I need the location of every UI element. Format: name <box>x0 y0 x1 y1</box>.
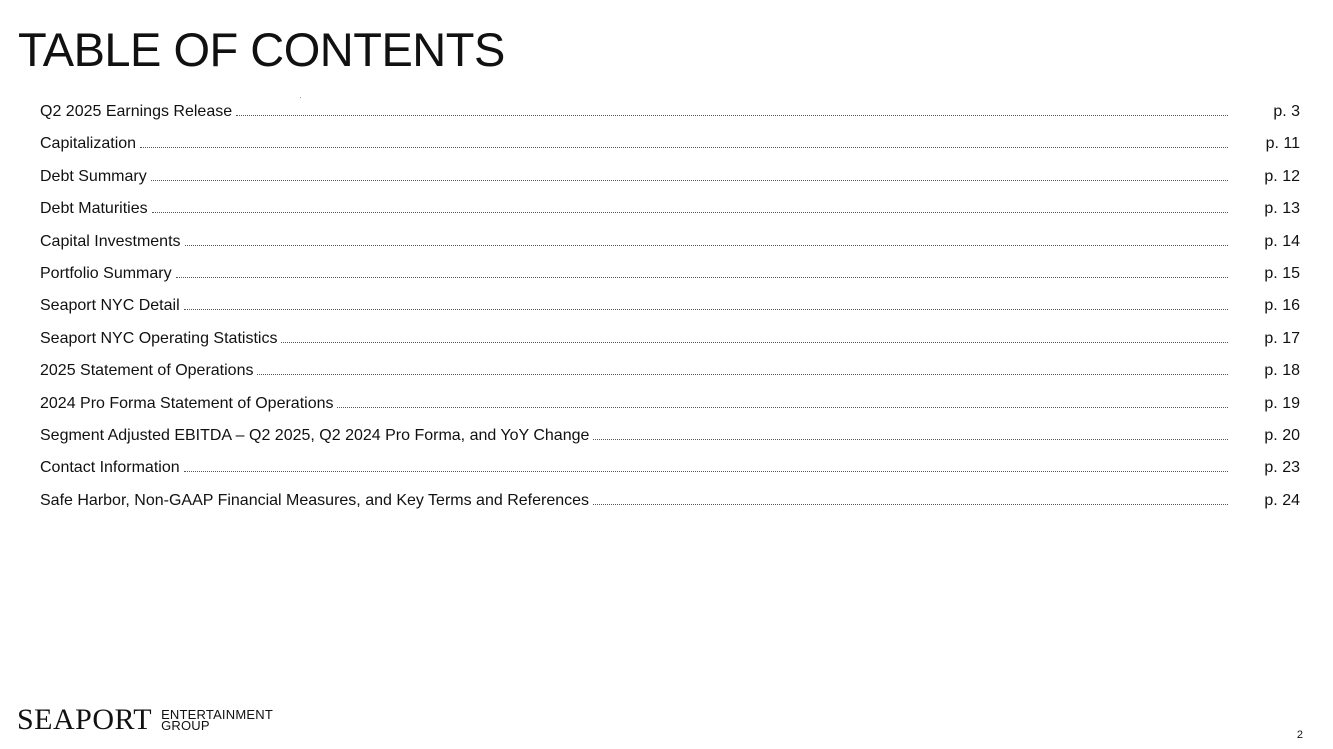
logo-subtitle <box>161 709 273 731</box>
toc-entry-page: p. 17 <box>1264 329 1300 347</box>
toc-entry-contact-information[interactable] <box>40 459 1300 491</box>
toc-entry-page: p. 11 <box>1265 135 1300 153</box>
toc-entry-page: p. 14 <box>1264 232 1300 250</box>
dot-leader <box>176 276 1228 278</box>
toc-entry-2024-pro-forma-statement[interactable] <box>40 395 1300 427</box>
toc-entry-label: Contact Information <box>40 459 180 477</box>
dot-leader <box>593 438 1228 440</box>
toc-entry-safe-harbor[interactable] <box>40 492 1300 524</box>
toc-entry-label: Seaport NYC Detail <box>40 297 180 315</box>
toc-entry-portfolio-summary[interactable] <box>40 265 1300 297</box>
toc-entry-page: p. 13 <box>1264 200 1300 218</box>
dot-leader <box>151 179 1228 181</box>
toc-entry-label: Seaport NYC Operating Statistics <box>40 329 278 347</box>
page-title: TABLE OF CONTENTS <box>18 23 505 76</box>
toc-entry-earnings-release[interactable] <box>40 103 1300 135</box>
logo-wordmark: SEAPORT <box>17 703 153 736</box>
toc-entry-debt-summary[interactable] <box>40 168 1300 200</box>
stray-mark <box>300 97 301 98</box>
toc-entry-page: p. 20 <box>1264 426 1300 444</box>
page-number: 2 <box>1296 729 1303 741</box>
dot-leader <box>152 211 1228 213</box>
dot-leader <box>337 406 1228 408</box>
toc-entry-seaport-nyc-operating-statistics[interactable] <box>40 330 1300 362</box>
toc-entry-label: 2024 Pro Forma Statement of Operations <box>40 394 334 412</box>
toc-entry-label: Debt Summary <box>40 167 147 185</box>
toc-entry-debt-maturities[interactable] <box>40 200 1300 232</box>
toc-entry-label: 2025 Statement of Operations <box>40 362 254 380</box>
toc-entry-page: p. 23 <box>1264 459 1300 477</box>
toc-entry-label: Q2 2025 Earnings Release <box>40 103 233 120</box>
toc-entry-capitalization[interactable] <box>40 135 1300 167</box>
toc-entry-label: Segment Adjusted EBITDA – Q2 2025, Q2 2024 Pro Forma, and YoY Change <box>40 426 590 444</box>
toc-entry-seaport-nyc-detail[interactable] <box>40 297 1300 329</box>
dot-leader <box>593 503 1228 505</box>
dot-leader <box>281 341 1228 343</box>
toc-entry-page: p. 12 <box>1264 167 1300 185</box>
dot-leader <box>257 373 1228 375</box>
toc-entry-label: Debt Maturities <box>40 200 148 218</box>
toc-entry-label: Safe Harbor, Non-GAAP Financial Measures, and Key Terms and References <box>40 491 590 509</box>
dot-leader <box>236 114 1228 116</box>
toc-entry-page: p. 15 <box>1264 264 1300 282</box>
dot-leader <box>184 470 1228 472</box>
toc-entry-page: p. 19 <box>1264 394 1300 412</box>
toc-entry-page: p. 24 <box>1264 491 1300 509</box>
toc-entry-page: p. 18 <box>1264 362 1300 380</box>
dot-leader <box>184 308 1228 310</box>
toc-entry-label: Capitalization <box>40 135 137 153</box>
table-of-contents <box>40 103 1300 524</box>
toc-entry-label: Portfolio Summary <box>40 264 172 282</box>
toc-entry-capital-investments[interactable] <box>40 233 1300 265</box>
toc-entry-page: p. 16 <box>1264 297 1300 315</box>
dot-leader <box>185 244 1228 246</box>
toc-entry-segment-adjusted-ebitda[interactable] <box>40 427 1300 459</box>
toc-entry-label: Capital Investments <box>40 232 181 250</box>
dot-leader <box>140 146 1228 148</box>
logo-subtitle-line2: GROUP <box>161 718 210 733</box>
company-logo <box>17 704 273 736</box>
toc-entry-2025-statement-of-operations[interactable] <box>40 362 1300 394</box>
toc-entry-page: p. 3 <box>1273 103 1300 120</box>
logo-subtitle-line1: ENTERTAINMENT <box>161 707 273 722</box>
